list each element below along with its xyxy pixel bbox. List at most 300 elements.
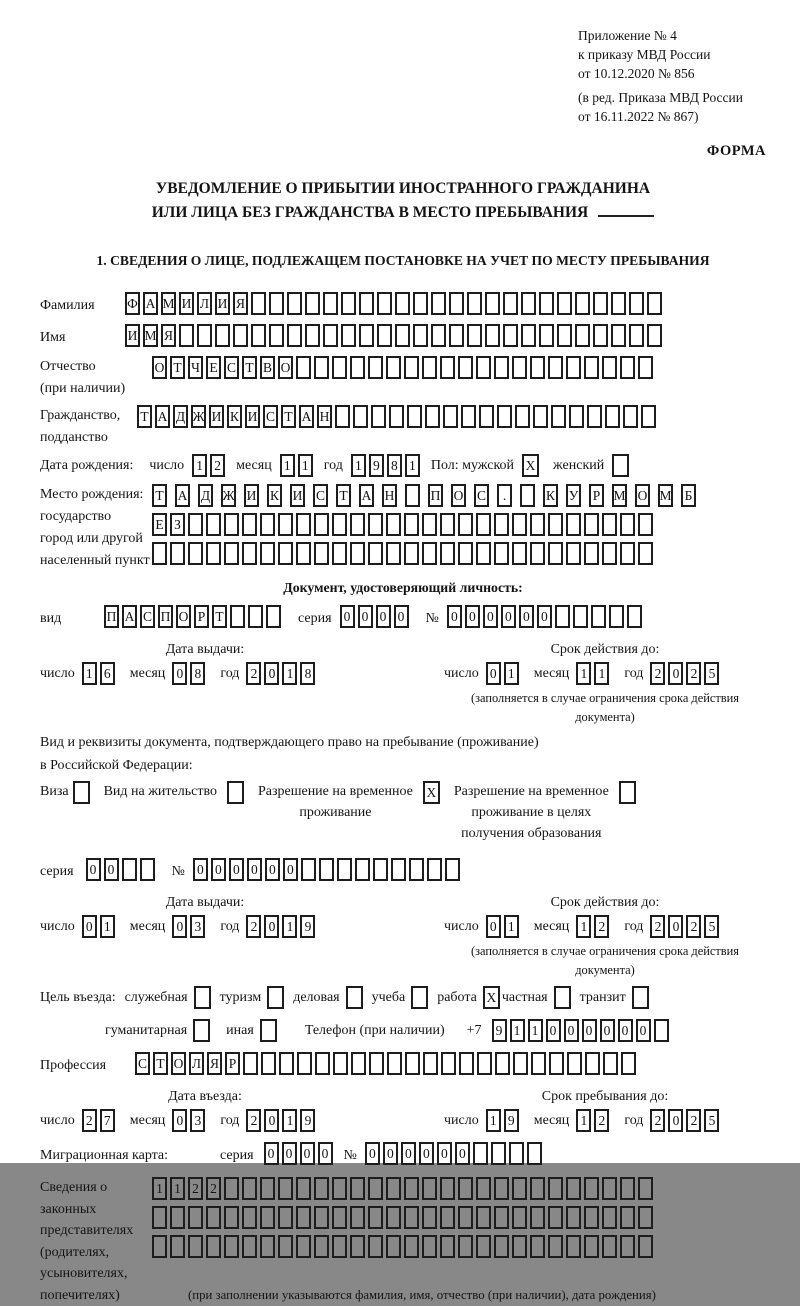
char-box[interactable]: 0 [264, 1109, 279, 1132]
char-box[interactable]: 0 [401, 1142, 416, 1165]
char-box[interactable] [641, 405, 656, 428]
char-box[interactable]: 1 [282, 1109, 297, 1132]
char-box[interactable]: Т [153, 1052, 168, 1075]
char-box[interactable] [548, 513, 563, 536]
char-box[interactable] [368, 356, 383, 379]
char-box[interactable] [602, 542, 617, 565]
char-box[interactable] [386, 1206, 401, 1229]
char-box[interactable] [620, 1177, 635, 1200]
char-box[interactable]: 0 [519, 605, 534, 628]
char-box[interactable] [620, 1206, 635, 1229]
char-box[interactable] [479, 405, 494, 428]
char-box[interactable]: 1 [282, 915, 297, 938]
char-box[interactable]: Д [198, 484, 213, 507]
char-box[interactable]: 0 [172, 915, 187, 938]
char-box[interactable]: 5 [704, 915, 719, 938]
char-box[interactable]: 0 [537, 605, 552, 628]
temp-residence-checkbox[interactable]: X [423, 781, 440, 804]
char-box[interactable]: 2 [188, 1177, 203, 1200]
char-box[interactable] [449, 324, 464, 347]
char-box[interactable]: О [176, 605, 191, 628]
char-box[interactable]: Н [382, 484, 397, 507]
char-box[interactable]: 1 [405, 454, 420, 477]
char-box[interactable]: 8 [387, 454, 402, 477]
char-box[interactable] [485, 292, 500, 315]
char-box[interactable] [179, 324, 194, 347]
char-box[interactable] [584, 513, 599, 536]
char-box[interactable]: М [658, 484, 673, 507]
char-box[interactable]: 5 [704, 1109, 719, 1132]
char-box[interactable] [494, 1206, 509, 1229]
temp-residence-edu-checkbox[interactable] [619, 781, 636, 804]
char-box[interactable]: 1 [152, 1177, 167, 1200]
char-box[interactable]: О [278, 356, 293, 379]
char-box[interactable] [368, 542, 383, 565]
char-box[interactable] [530, 1235, 545, 1258]
char-box[interactable]: С [263, 405, 278, 428]
char-box[interactable]: И [215, 292, 230, 315]
char-box[interactable]: 9 [300, 1109, 315, 1132]
purpose-study-checkbox[interactable] [411, 986, 428, 1009]
char-box[interactable] [341, 292, 356, 315]
char-box[interactable]: Е [206, 356, 221, 379]
char-box[interactable]: 0 [172, 662, 187, 685]
char-box[interactable] [266, 605, 281, 628]
char-box[interactable] [242, 513, 257, 536]
char-box[interactable] [620, 513, 635, 536]
char-box[interactable] [567, 1052, 582, 1075]
char-box[interactable] [557, 292, 572, 315]
char-box[interactable] [296, 513, 311, 536]
char-box[interactable]: А [175, 484, 190, 507]
char-box[interactable]: 1 [504, 662, 519, 685]
char-box[interactable]: М [143, 324, 158, 347]
char-box[interactable] [206, 1235, 221, 1258]
char-box[interactable] [476, 1177, 491, 1200]
char-box[interactable]: С [313, 484, 328, 507]
char-box[interactable] [629, 292, 644, 315]
char-box[interactable]: 2 [650, 915, 665, 938]
char-box[interactable] [387, 1052, 402, 1075]
char-box[interactable] [476, 513, 491, 536]
char-box[interactable] [458, 1235, 473, 1258]
char-box[interactable]: 2 [82, 1109, 97, 1132]
char-box[interactable]: Н [317, 405, 332, 428]
char-box[interactable]: 1 [510, 1019, 525, 1042]
char-box[interactable] [459, 1052, 474, 1075]
char-box[interactable] [197, 324, 212, 347]
visa-checkbox[interactable] [73, 781, 90, 804]
char-box[interactable]: Я [207, 1052, 222, 1075]
char-box[interactable]: 0 [340, 605, 355, 628]
char-box[interactable]: 0 [193, 858, 208, 881]
char-box[interactable] [467, 292, 482, 315]
char-box[interactable] [431, 324, 446, 347]
char-box[interactable] [296, 356, 311, 379]
char-box[interactable]: Т [336, 484, 351, 507]
char-box[interactable]: 0 [172, 1109, 187, 1132]
char-box[interactable]: 0 [376, 605, 391, 628]
char-box[interactable] [440, 513, 455, 536]
char-box[interactable] [337, 858, 352, 881]
char-box[interactable] [315, 1052, 330, 1075]
char-box[interactable] [591, 605, 606, 628]
char-box[interactable]: 0 [668, 915, 683, 938]
char-box[interactable] [332, 1177, 347, 1200]
char-box[interactable] [548, 1206, 563, 1229]
char-box[interactable] [431, 292, 446, 315]
char-box[interactable]: 0 [465, 605, 480, 628]
char-box[interactable]: 9 [492, 1019, 507, 1042]
char-box[interactable]: Ф [125, 292, 140, 315]
char-box[interactable] [584, 356, 599, 379]
char-box[interactable]: 2 [650, 1109, 665, 1132]
char-box[interactable]: 3 [190, 915, 205, 938]
char-box[interactable] [332, 1206, 347, 1229]
char-box[interactable] [569, 405, 584, 428]
char-box[interactable] [224, 542, 239, 565]
char-box[interactable] [593, 324, 608, 347]
char-box[interactable] [251, 324, 266, 347]
char-box[interactable]: 0 [264, 915, 279, 938]
char-box[interactable] [584, 1206, 599, 1229]
char-box[interactable] [395, 324, 410, 347]
char-box[interactable] [512, 1235, 527, 1258]
char-box[interactable]: 0 [264, 662, 279, 685]
char-box[interactable] [373, 858, 388, 881]
char-box[interactable] [332, 513, 347, 536]
char-box[interactable] [350, 356, 365, 379]
char-box[interactable] [584, 1177, 599, 1200]
char-box[interactable] [350, 513, 365, 536]
char-box[interactable]: 0 [437, 1142, 452, 1165]
char-box[interactable] [476, 356, 491, 379]
char-box[interactable]: Т [152, 484, 167, 507]
char-box[interactable]: 0 [300, 1142, 315, 1165]
char-box[interactable] [609, 605, 624, 628]
char-box[interactable] [422, 356, 437, 379]
char-box[interactable]: 2 [594, 1109, 609, 1132]
char-box[interactable] [296, 1206, 311, 1229]
char-box[interactable]: 0 [86, 858, 101, 881]
char-box[interactable] [242, 542, 257, 565]
char-box[interactable]: 0 [564, 1019, 579, 1042]
char-box[interactable]: Р [225, 1052, 240, 1075]
char-box[interactable] [206, 1206, 221, 1229]
char-box[interactable] [440, 542, 455, 565]
char-box[interactable] [261, 1052, 276, 1075]
char-box[interactable]: 1 [351, 454, 366, 477]
purpose-official-checkbox[interactable] [194, 986, 211, 1009]
char-box[interactable] [548, 542, 563, 565]
char-box[interactable]: И [290, 484, 305, 507]
char-box[interactable] [512, 542, 527, 565]
char-box[interactable] [296, 542, 311, 565]
char-box[interactable]: 2 [246, 1109, 261, 1132]
char-box[interactable]: О [171, 1052, 186, 1075]
char-box[interactable]: Д [173, 405, 188, 428]
char-box[interactable] [425, 405, 440, 428]
char-box[interactable] [389, 405, 404, 428]
char-box[interactable]: А [155, 405, 170, 428]
char-box[interactable] [355, 858, 370, 881]
char-box[interactable] [445, 858, 460, 881]
char-box[interactable] [233, 324, 248, 347]
char-box[interactable] [206, 542, 221, 565]
char-box[interactable]: 0 [546, 1019, 561, 1042]
char-box[interactable] [638, 1206, 653, 1229]
char-box[interactable] [427, 858, 442, 881]
char-box[interactable] [152, 542, 167, 565]
char-box[interactable] [278, 542, 293, 565]
char-box[interactable] [404, 1235, 419, 1258]
char-box[interactable]: 7 [100, 1109, 115, 1132]
char-box[interactable] [605, 405, 620, 428]
char-box[interactable] [566, 1206, 581, 1229]
char-box[interactable] [647, 324, 662, 347]
char-box[interactable] [422, 1206, 437, 1229]
char-box[interactable]: И [125, 324, 140, 347]
char-box[interactable] [188, 542, 203, 565]
char-box[interactable]: А [143, 292, 158, 315]
char-box[interactable] [485, 324, 500, 347]
char-box[interactable] [260, 542, 275, 565]
char-box[interactable]: 8 [190, 662, 205, 685]
char-box[interactable] [409, 858, 424, 881]
char-box[interactable]: А [122, 605, 137, 628]
char-box[interactable] [404, 1177, 419, 1200]
char-box[interactable] [491, 1142, 506, 1165]
char-box[interactable] [368, 1177, 383, 1200]
char-box[interactable]: 1 [298, 454, 313, 477]
char-box[interactable]: Т [212, 605, 227, 628]
char-box[interactable]: 0 [211, 858, 226, 881]
char-box[interactable]: 0 [283, 858, 298, 881]
char-box[interactable] [520, 484, 535, 507]
char-box[interactable] [494, 513, 509, 536]
char-box[interactable]: 0 [486, 915, 501, 938]
char-box[interactable] [440, 1206, 455, 1229]
char-box[interactable] [539, 324, 554, 347]
char-box[interactable] [386, 1177, 401, 1200]
char-box[interactable] [251, 292, 266, 315]
char-box[interactable] [341, 324, 356, 347]
char-box[interactable] [495, 1052, 510, 1075]
char-box[interactable]: 2 [686, 662, 701, 685]
char-box[interactable]: Е [152, 513, 167, 536]
char-box[interactable]: Т [170, 356, 185, 379]
char-box[interactable] [314, 1206, 329, 1229]
char-box[interactable] [494, 1235, 509, 1258]
char-box[interactable] [332, 1235, 347, 1258]
char-box[interactable]: 0 [501, 605, 516, 628]
char-box[interactable] [530, 513, 545, 536]
char-box[interactable] [332, 356, 347, 379]
char-box[interactable]: 0 [582, 1019, 597, 1042]
char-box[interactable]: З [170, 513, 185, 536]
char-box[interactable] [333, 1052, 348, 1075]
char-box[interactable] [170, 1206, 185, 1229]
char-box[interactable]: И [209, 405, 224, 428]
char-box[interactable] [386, 356, 401, 379]
char-box[interactable]: И [245, 405, 260, 428]
char-box[interactable] [602, 1235, 617, 1258]
char-box[interactable] [413, 292, 428, 315]
char-box[interactable] [386, 542, 401, 565]
char-box[interactable] [278, 513, 293, 536]
char-box[interactable] [314, 356, 329, 379]
purpose-other-checkbox[interactable] [260, 1019, 277, 1042]
char-box[interactable]: А [359, 484, 374, 507]
char-box[interactable] [404, 356, 419, 379]
char-box[interactable]: Ж [221, 484, 236, 507]
char-box[interactable]: 1 [82, 662, 97, 685]
char-box[interactable]: 0 [282, 1142, 297, 1165]
char-box[interactable] [335, 405, 350, 428]
char-box[interactable] [386, 1235, 401, 1258]
char-box[interactable] [461, 405, 476, 428]
char-box[interactable] [627, 605, 642, 628]
char-box[interactable] [443, 405, 458, 428]
char-box[interactable] [584, 1235, 599, 1258]
char-box[interactable] [404, 513, 419, 536]
char-box[interactable]: И [244, 484, 259, 507]
char-box[interactable]: 0 [358, 605, 373, 628]
char-box[interactable] [566, 513, 581, 536]
char-box[interactable] [278, 1177, 293, 1200]
char-box[interactable] [533, 405, 548, 428]
char-box[interactable] [477, 1052, 492, 1075]
char-box[interactable]: 1 [192, 454, 207, 477]
char-box[interactable] [405, 1052, 420, 1075]
char-box[interactable] [494, 542, 509, 565]
char-box[interactable]: 0 [104, 858, 119, 881]
char-box[interactable] [404, 1206, 419, 1229]
char-box[interactable] [467, 324, 482, 347]
char-box[interactable]: У [566, 484, 581, 507]
char-box[interactable]: 0 [618, 1019, 633, 1042]
char-box[interactable] [566, 1235, 581, 1258]
char-box[interactable] [638, 513, 653, 536]
char-box[interactable] [278, 1206, 293, 1229]
char-box[interactable]: 1 [576, 1109, 591, 1132]
char-box[interactable] [377, 292, 392, 315]
char-box[interactable] [377, 324, 392, 347]
purpose-business-checkbox[interactable] [346, 986, 363, 1009]
char-box[interactable] [473, 1142, 488, 1165]
char-box[interactable] [530, 1177, 545, 1200]
char-box[interactable] [575, 292, 590, 315]
char-box[interactable] [332, 542, 347, 565]
char-box[interactable] [422, 513, 437, 536]
char-box[interactable] [230, 605, 245, 628]
char-box[interactable] [620, 542, 635, 565]
char-box[interactable] [351, 1052, 366, 1075]
char-box[interactable] [314, 1235, 329, 1258]
char-box[interactable] [314, 542, 329, 565]
char-box[interactable] [440, 1177, 455, 1200]
char-box[interactable]: 0 [247, 858, 262, 881]
char-box[interactable] [566, 542, 581, 565]
char-box[interactable] [593, 292, 608, 315]
char-box[interactable] [422, 542, 437, 565]
char-box[interactable] [391, 858, 406, 881]
char-box[interactable]: 0 [447, 605, 462, 628]
char-box[interactable]: 9 [504, 1109, 519, 1132]
char-box[interactable] [319, 858, 334, 881]
char-box[interactable] [152, 1206, 167, 1229]
char-box[interactable] [515, 405, 530, 428]
char-box[interactable]: 0 [265, 858, 280, 881]
char-box[interactable]: П [158, 605, 173, 628]
char-box[interactable] [494, 356, 509, 379]
purpose-work-checkbox[interactable]: X [483, 986, 500, 1009]
char-box[interactable] [512, 1206, 527, 1229]
char-box[interactable]: 1 [282, 662, 297, 685]
residence-permit-checkbox[interactable] [227, 781, 244, 804]
char-box[interactable]: 0 [668, 662, 683, 685]
char-box[interactable] [494, 1177, 509, 1200]
char-box[interactable] [206, 513, 221, 536]
char-box[interactable]: 1 [528, 1019, 543, 1042]
purpose-humanitarian-checkbox[interactable] [193, 1019, 210, 1042]
char-box[interactable] [224, 1206, 239, 1229]
char-box[interactable] [122, 858, 137, 881]
char-box[interactable] [512, 1177, 527, 1200]
char-box[interactable]: 0 [636, 1019, 651, 1042]
char-box[interactable]: 2 [650, 662, 665, 685]
char-box[interactable] [476, 1206, 491, 1229]
char-box[interactable]: 0 [455, 1142, 470, 1165]
char-box[interactable]: 0 [483, 605, 498, 628]
char-box[interactable]: О [635, 484, 650, 507]
char-box[interactable] [566, 356, 581, 379]
char-box[interactable]: Т [281, 405, 296, 428]
char-box[interactable] [242, 1206, 257, 1229]
char-box[interactable] [611, 324, 626, 347]
char-box[interactable] [620, 356, 635, 379]
char-box[interactable]: 0 [318, 1142, 333, 1165]
char-box[interactable] [647, 292, 662, 315]
char-box[interactable]: 2 [206, 1177, 221, 1200]
char-box[interactable] [152, 1235, 167, 1258]
char-box[interactable] [368, 513, 383, 536]
char-box[interactable]: 1 [504, 915, 519, 938]
char-box[interactable] [638, 356, 653, 379]
char-box[interactable] [602, 1206, 617, 1229]
char-box[interactable] [140, 858, 155, 881]
char-box[interactable] [371, 405, 386, 428]
char-box[interactable] [566, 1177, 581, 1200]
char-box[interactable]: О [152, 356, 167, 379]
char-box[interactable]: Р [194, 605, 209, 628]
char-box[interactable]: 0 [668, 1109, 683, 1132]
gender-female-checkbox[interactable] [612, 454, 629, 477]
char-box[interactable] [188, 1235, 203, 1258]
char-box[interactable] [555, 605, 570, 628]
char-box[interactable]: К [543, 484, 558, 507]
char-box[interactable] [585, 1052, 600, 1075]
char-box[interactable] [305, 324, 320, 347]
char-box[interactable] [530, 356, 545, 379]
char-box[interactable]: 2 [246, 915, 261, 938]
char-box[interactable]: 0 [600, 1019, 615, 1042]
char-box[interactable] [350, 542, 365, 565]
char-box[interactable] [359, 324, 374, 347]
char-box[interactable] [521, 292, 536, 315]
char-box[interactable] [458, 1206, 473, 1229]
char-box[interactable] [248, 605, 263, 628]
